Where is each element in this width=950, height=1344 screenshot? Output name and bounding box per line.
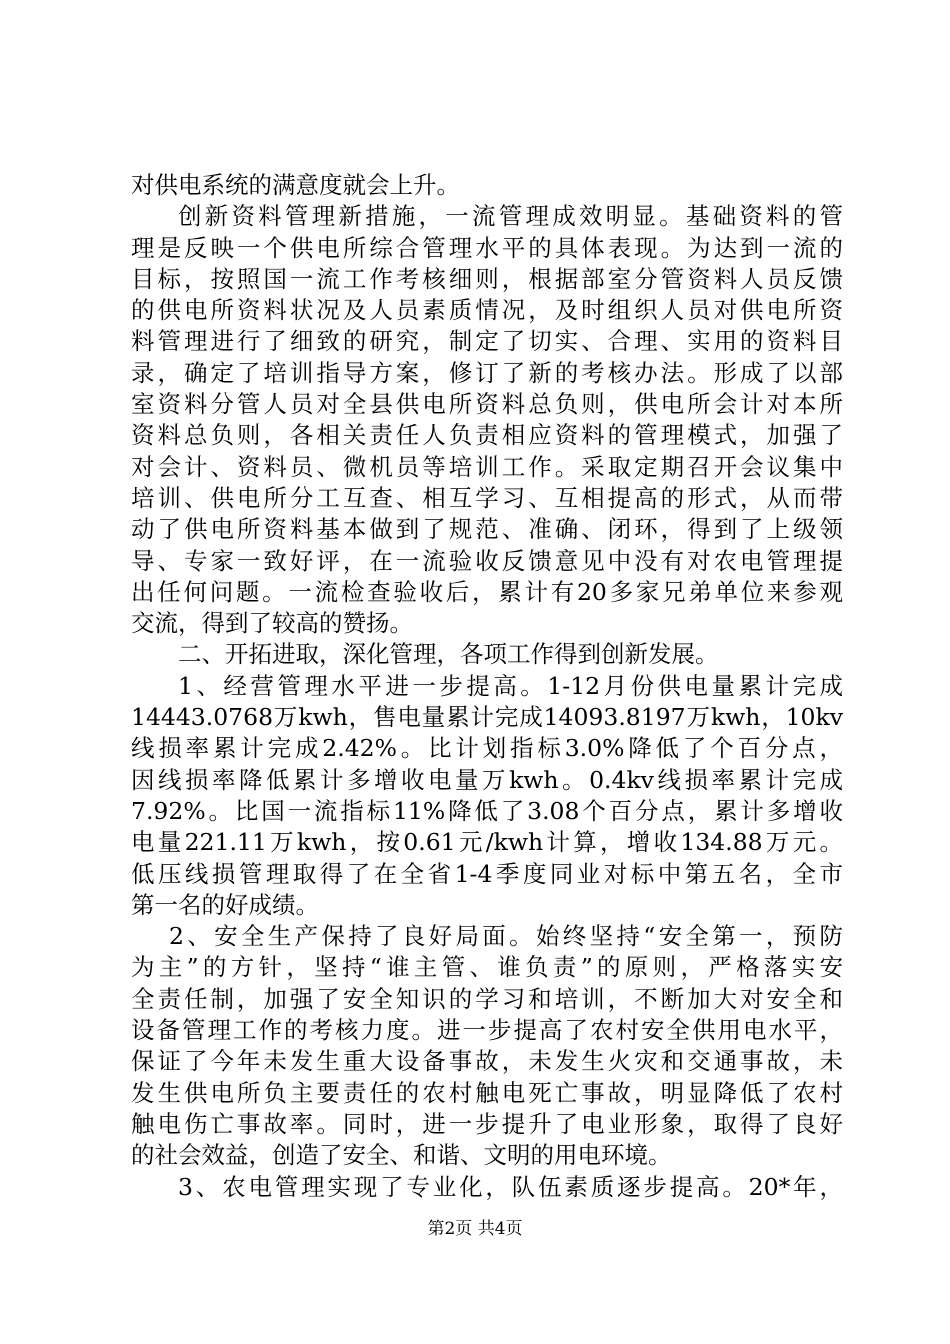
text-line: 室资料分管人员对全县供电所资料总负则，供电所会计对本所 xyxy=(131,390,843,419)
paragraph-start: 1、经营管理水平进一步提高。1-12月份供电量累计完成 xyxy=(178,671,843,700)
text-line: 培训、供电所分工互查、相互学习、互相提高的形式，从而带 xyxy=(131,483,843,512)
text-line: 触电伤亡事故率。同时，进一步提升了电业形象，取得了良好 xyxy=(131,1109,843,1138)
page-number-footer: 第2页 共4页 xyxy=(427,1219,523,1239)
text-line: 线损率累计完成2.42%。比计划指标3.0%降低了个百分点， xyxy=(131,734,843,763)
paragraph-start: 2、安全生产保持了良好局面。始终坚持“安全第一，预防 xyxy=(169,922,843,951)
text-line: 保证了今年未发生重大设备事故，未发生火灾和交通事故，未 xyxy=(131,1047,843,1076)
text-line: 低压线损管理取得了在全省1-4季度同业对标中第五名，全市 xyxy=(131,859,843,888)
text-line: 因线损率降低累计多增收电量万kwh。0.4kv线损率累计完成 xyxy=(131,765,843,794)
text-line: 的社会效益，创造了安全、和谐、文明的用电环境。 xyxy=(131,1141,672,1170)
text-line: 资料总负则，各相关责任人负责相应资料的管理模式，加强了 xyxy=(131,421,843,450)
text-line: 为主”的方针，坚持“谁主管、谁负责”的原则，严格落实安 xyxy=(131,953,843,982)
text-line: 导、专家一致好评，在一流验收反馈意见中没有对农电管理提 xyxy=(131,546,843,575)
text-line: 电量221.11万kwh，按0.61元/kwh计算，增收134.88万元。 xyxy=(131,828,843,857)
section-heading: 二、开拓进取，深化管理，各项工作得到创新发展。 xyxy=(178,640,719,669)
text-line: 理是反映一个供电所综合管理水平的具体表现。为达到一流的 xyxy=(131,233,843,262)
text-line: 的供电所资料状况及人员素质情况，及时组织人员对供电所资 xyxy=(131,296,843,325)
text-line: 第一名的好成绩。 xyxy=(131,890,319,919)
text-line: 全责任制，加强了安全知识的学习和培训，不断加大对安全和 xyxy=(131,984,843,1013)
text-line: 设备管理工作的考核力度。进一步提高了农村安全供用电水平， xyxy=(131,1016,843,1045)
text-line: 录，确定了培训指导方案，修订了新的考核办法。形成了以部 xyxy=(131,358,843,387)
text-line: 7.92%。比国一流指标11%降低了3.08个百分点，累计多增收 xyxy=(131,796,843,825)
document-body xyxy=(131,170,843,1203)
paragraph-start: 3、农电管理实现了专业化，队伍素质逐步提高。20*年， xyxy=(178,1172,843,1201)
text-line: 料管理进行了细致的研究，制定了切实、合理、实用的资料目 xyxy=(131,327,843,356)
text-line: 交流，得到了较高的赞扬。 xyxy=(131,609,413,638)
text-line: 14443.0768万kwh，售电量累计完成14093.8197万kwh，10kv xyxy=(131,703,843,732)
text-line: 发生供电所负主要责任的农村触电死亡事故，明显降低了农村 xyxy=(131,1078,843,1107)
text-line: 动了供电所资料基本做到了规范、准确、闭环，得到了上级领 xyxy=(131,515,843,544)
text-line: 目标，按照国一流工作考核细则，根据部室分管资料人员反馈 xyxy=(131,264,843,293)
text-line: 对会计、资料员、微机员等培训工作。采取定期召开会议集中 xyxy=(131,452,843,481)
text-line: 出任何问题。一流检查验收后，累计有20多家兄弟单位来参观 xyxy=(131,577,843,606)
text-line: 对供电系统的满意度就会上升。 xyxy=(131,171,460,199)
paragraph-start: 创新资料管理新措施，一流管理成效明显。基础资料的管 xyxy=(178,202,843,231)
